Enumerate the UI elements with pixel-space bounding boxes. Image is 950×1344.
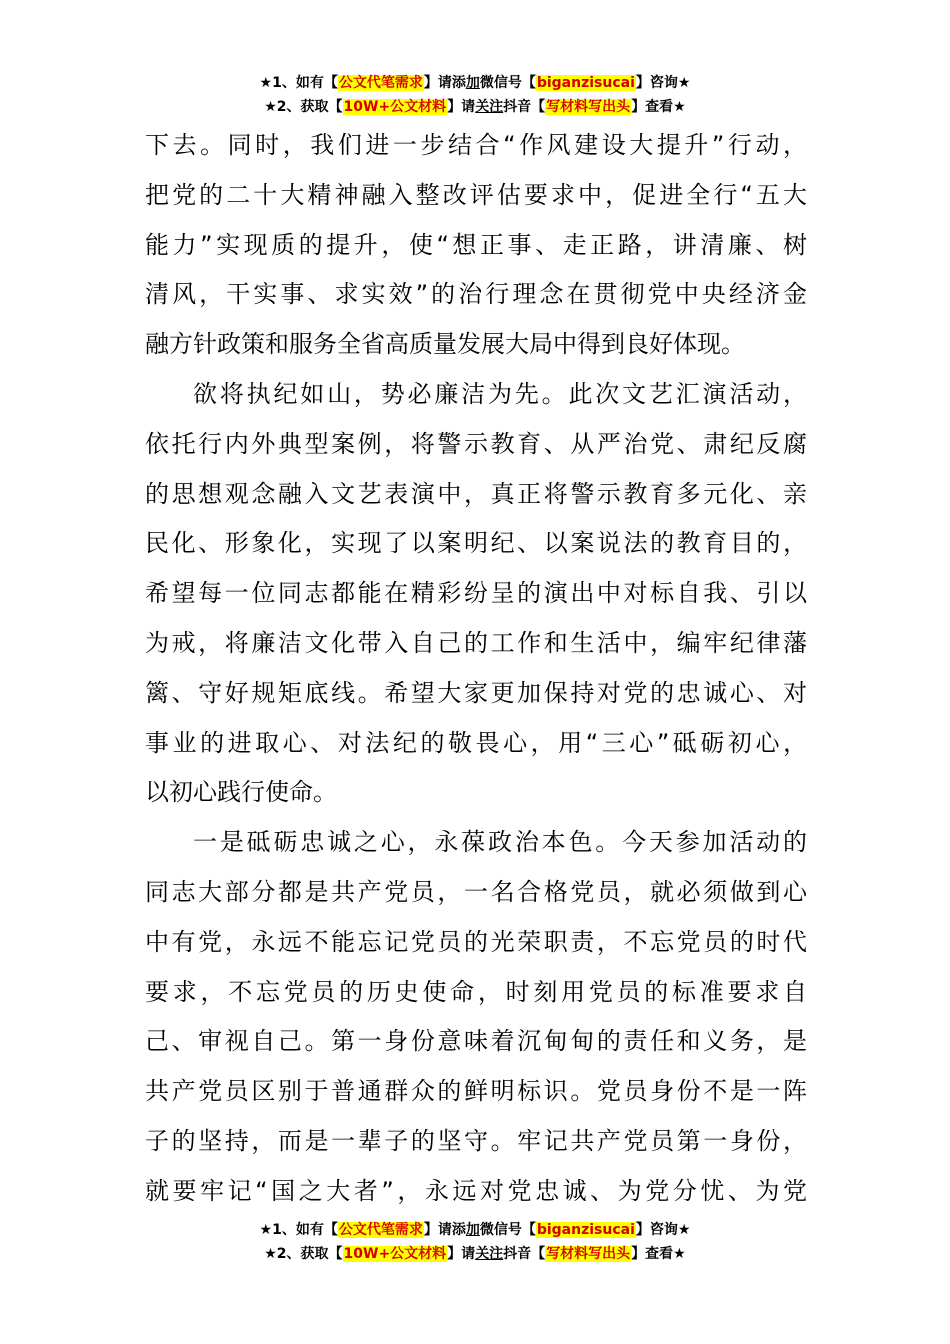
banner-underlined-text: 加 (465, 75, 480, 91)
highlight-materials: 10W+公文材料 (343, 1246, 447, 1262)
text-line: 依托行内外典型案例，将警示教育、从严治党、肃纪反腐 (145, 429, 807, 458)
text-line: 民化、形象化，实现了以案明纪、以案说法的教育目的， (145, 529, 807, 558)
text-line: 清风，干实事、求实效”的治行理念在贯彻党中央经济金 (145, 280, 807, 309)
banner-line-2 (0, 1243, 950, 1267)
banner-text: 微信号【 (479, 1222, 536, 1238)
banner-underlined-text: 加 (465, 1222, 480, 1238)
banner-text: ★1、如有【 (259, 75, 338, 91)
paragraph-start-line: 欲将执纪如山，势必廉洁为先。此次文艺汇演活动， (193, 379, 807, 408)
text-line: 下去。同时，我们进一步结合“作风建设大提升”行动， (145, 131, 807, 159)
banner-text: 抖音【 (503, 99, 546, 115)
banner-text: 微信号【 (479, 75, 536, 91)
banner-line-1 (0, 72, 950, 96)
text-line: 以初心践行使命。 (145, 778, 337, 807)
highlight-materials: 10W+公文材料 (343, 99, 447, 115)
banner-text: 】查看★ (631, 1246, 686, 1262)
text-line: 篱、守好规矩底线。希望大家更加保持对党的忠诚心、对 (145, 678, 807, 707)
banner-text: 】咨询★ (635, 1222, 691, 1238)
banner-text: 】查看★ (631, 99, 686, 115)
banner-text: 】请添 (423, 75, 466, 91)
text-line: 为戒，将廉洁文化带入自己的工作和生活中，编牢纪律藩 (145, 628, 807, 657)
text-line: 中有党，永远不能忘记党员的光荣职责，不忘党员的时代 (145, 927, 807, 956)
text-line: 的思想观念融入文艺表演中，真正将警示教育多元化、亲 (145, 479, 807, 508)
highlight-writing-service: 公文代笔需求 (338, 1222, 423, 1238)
text-line: 共产党员区别于普通群众的鲜明标识。党员身份不是一阵 (145, 1077, 807, 1106)
text-line: 要求，不忘党员的历史使命，时刻用党员的标准要求自 (145, 977, 807, 1006)
text-line: 子的坚持，而是一辈子的坚守。牢记共产党员第一身份， (145, 1126, 807, 1155)
highlight-douyin-account: 写材料写出头 (546, 1246, 631, 1262)
banner-text: ★2、获取【 (264, 99, 343, 115)
highlight-wechat-id: biganzisucai (536, 1222, 635, 1238)
banner-text: 】请 (447, 1246, 476, 1262)
banner-line-2 (0, 96, 950, 120)
text-line: 事业的进取心、对法纪的敬畏心，用“三心”砥砺初心， (145, 728, 807, 757)
banner-underlined-text: 关注 (475, 99, 504, 115)
banner-text: 】请添 (423, 1222, 466, 1238)
text-line: 就要牢记“国之大者”，永远对党忠诚、为党分忧、为党 (145, 1176, 807, 1205)
banner-text: 】请 (447, 99, 476, 115)
text-line: 同志大部分都是共产党员，一名合格党员，就必须做到心 (145, 877, 807, 906)
text-line: 己、审视自己。第一身份意味着沉甸甸的责任和义务，是 (145, 1027, 807, 1056)
paragraph-start-line: 一是砥砺忠诚之心，永葆政治本色。今天参加活动的 (193, 828, 807, 857)
bottom-banner (0, 1219, 950, 1267)
text-line: 能力”实现质的提升，使“想正事、走正路，讲清廉、树 (145, 230, 807, 259)
text-line: 融方针政策和服务全省高质量发展大局中得到良好体现。 (145, 330, 745, 359)
banner-text: 】咨询★ (635, 75, 691, 91)
banner-text: ★2、获取【 (264, 1246, 343, 1262)
banner-text: 抖音【 (503, 1246, 546, 1262)
text-line: 希望每一位同志都能在精彩纷呈的演出中对标自我、引以 (145, 579, 807, 608)
banner-underlined-text: 关注 (475, 1246, 504, 1262)
text-line: 把党的二十大精神融入整改评估要求中，促进全行“五大 (145, 180, 807, 209)
top-banner (0, 72, 950, 120)
banner-line-1 (0, 1219, 950, 1243)
highlight-wechat-id: biganzisucai (536, 75, 635, 91)
highlight-douyin-account: 写材料写出头 (546, 99, 631, 115)
document-body (145, 122, 807, 1218)
highlight-writing-service: 公文代笔需求 (338, 75, 423, 91)
banner-text: ★1、如有【 (259, 1222, 338, 1238)
